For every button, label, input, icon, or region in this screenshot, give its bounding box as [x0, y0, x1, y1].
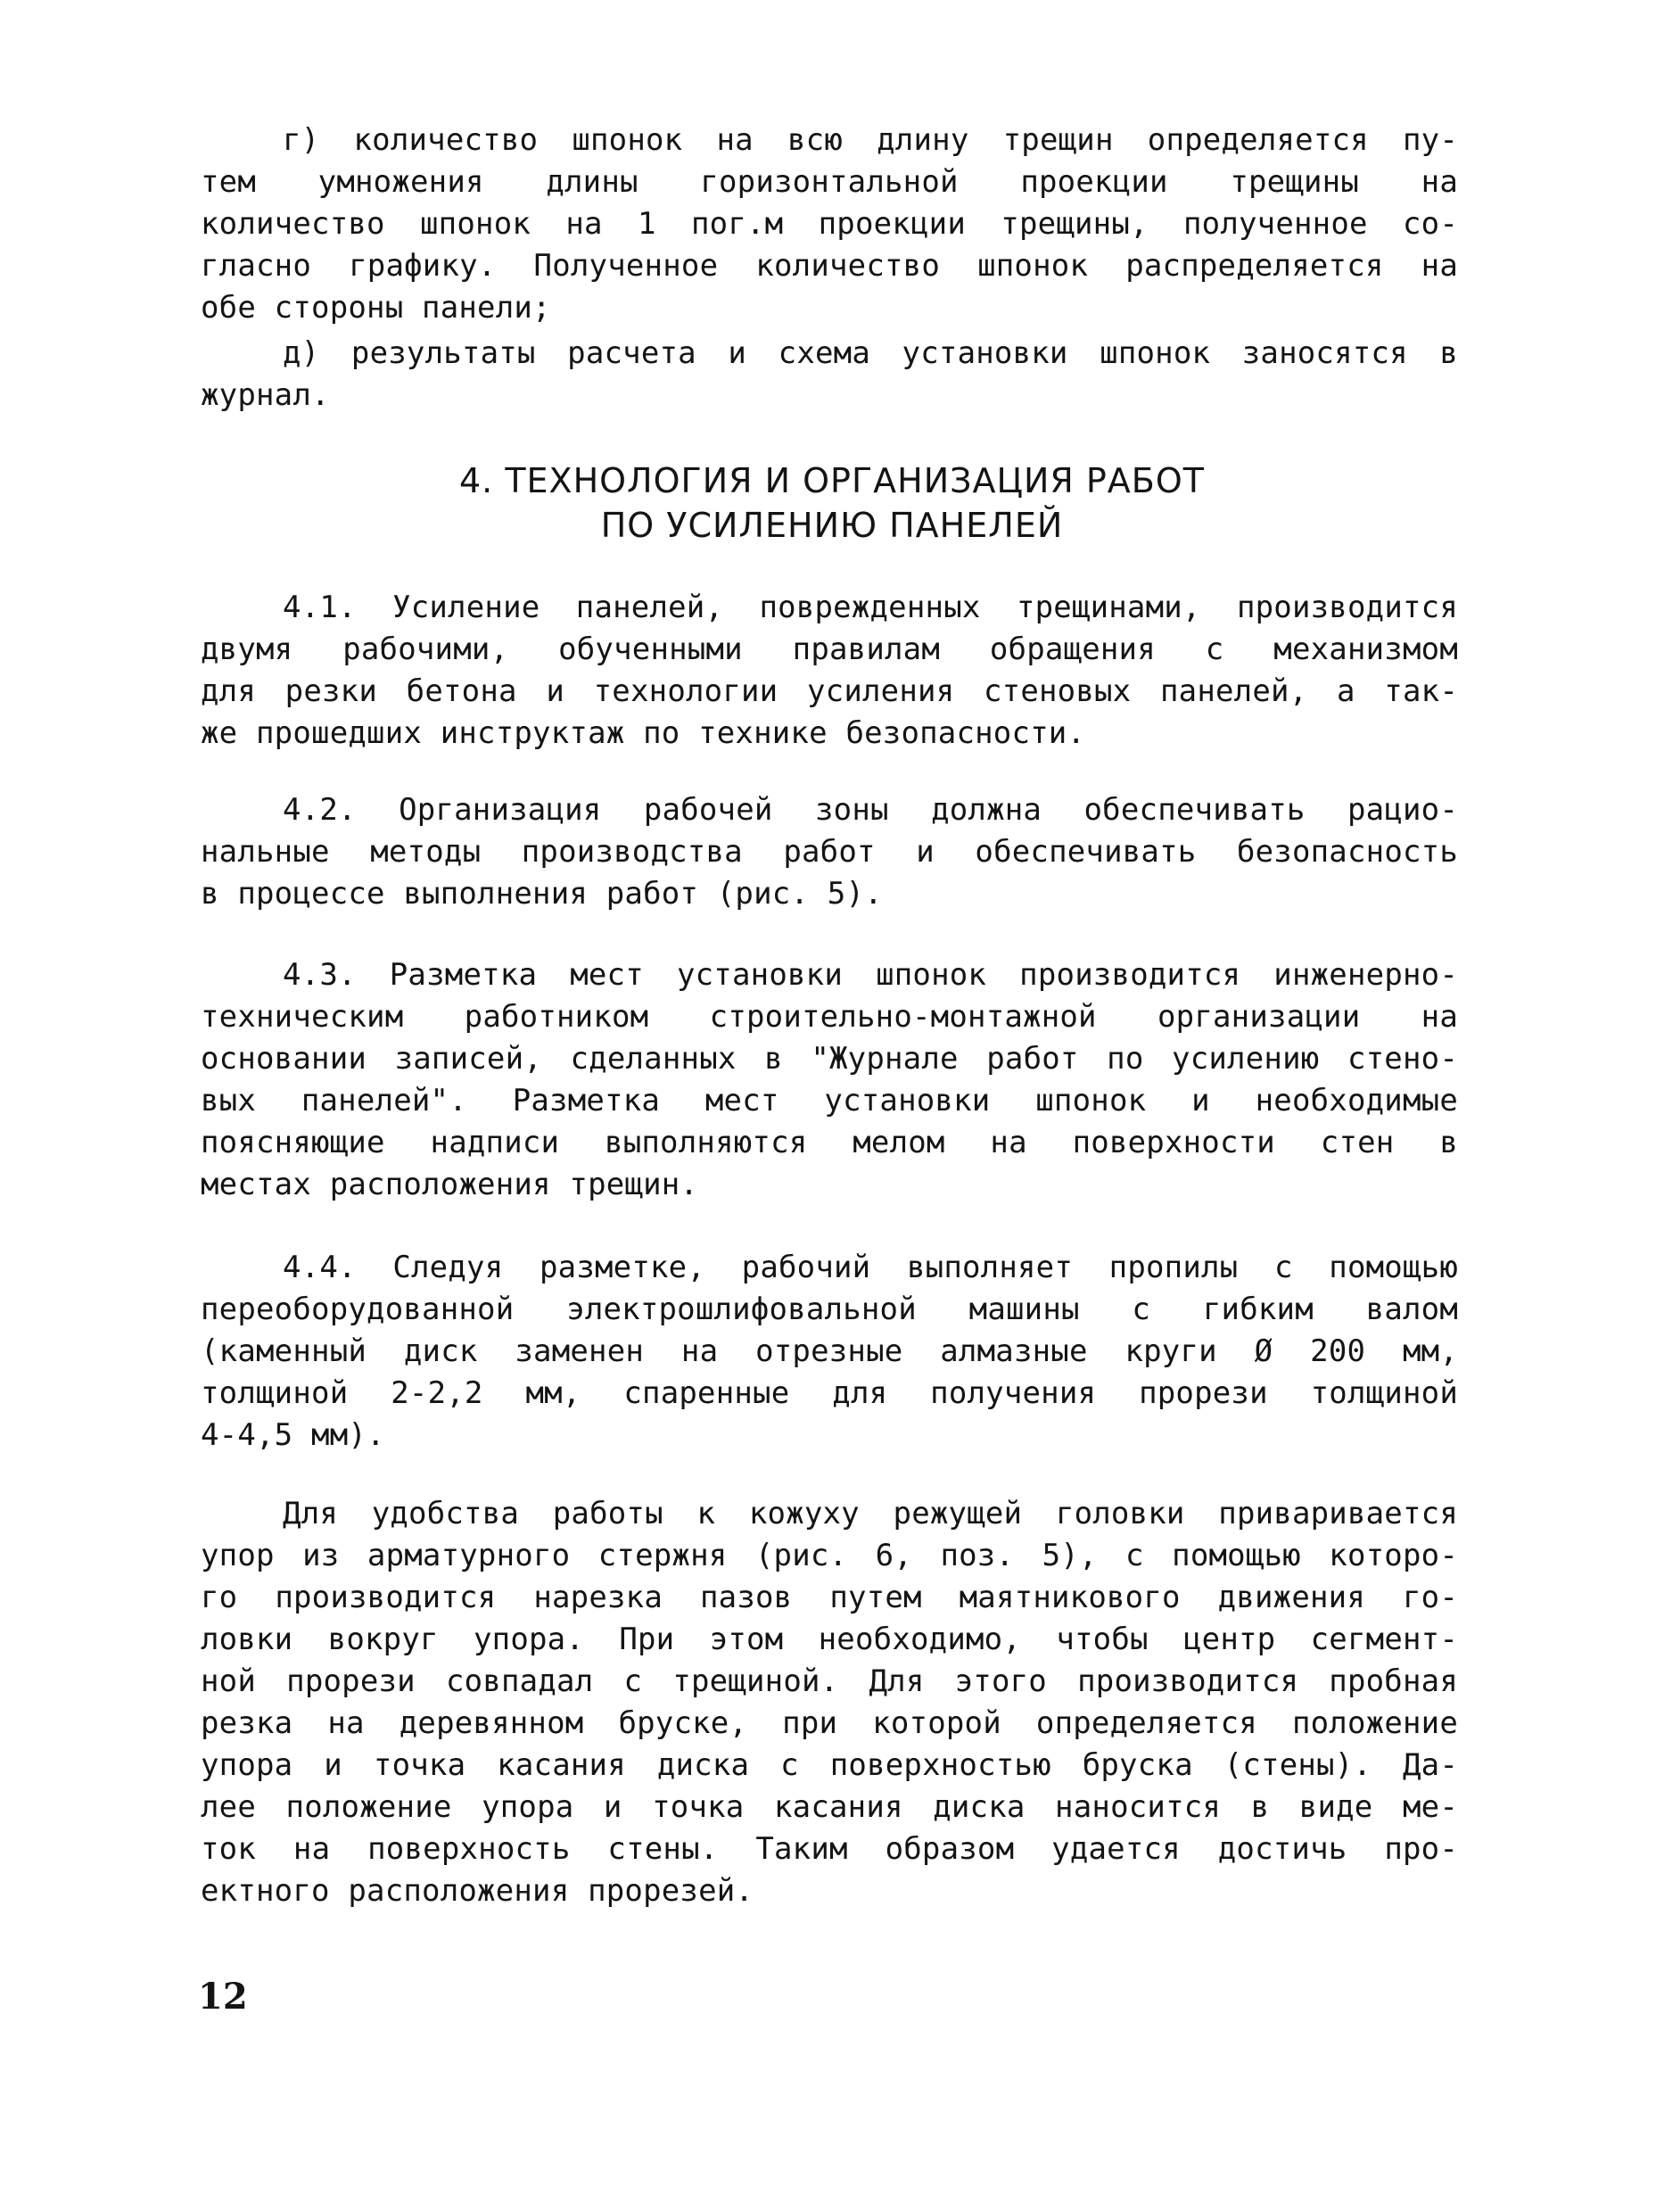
section-heading-line: 4. ТЕХНОЛОГИЯ И ОРГАНИЗАЦИЯ РАБОТ	[458, 461, 1205, 500]
paragraph-line: гласно графику. Полученное количество шпонок распределяется на	[201, 248, 1458, 284]
paragraph-line: количество шпонок на 1 пог.м проекции трещины, полученное со-	[201, 206, 1458, 242]
paragraph-line: д) результаты расчета и схема установки шпонок заносятся в	[283, 335, 1458, 371]
paragraph-line: упора и точка касания диска с поверхностью бруска (стены). Да-	[201, 1747, 1458, 1783]
paragraph-line: основании записей, сделанных в "Журнале работ по усилению стено-	[201, 1041, 1458, 1077]
paragraph-4-3	[201, 954, 1458, 1206]
paragraph-d	[201, 333, 1458, 417]
paragraph-line: в процессе выполнения работ (рис. 5).	[201, 876, 883, 912]
paragraph-line: упор из арматурного стержня (рис. 6, поз. 5), с помощью которо-	[201, 1538, 1458, 1573]
paragraph-line: тем умножения длины горизонтальной проекции трещины на	[201, 164, 1458, 200]
paragraph-line: резка на деревянном бруске, при которой определяется положение	[201, 1705, 1458, 1741]
paragraph-line: же прошедших инструктаж по технике безопасности.	[201, 715, 1086, 751]
section-heading-line: ПО УСИЛЕНИЮ ПАНЕЛЕЙ	[600, 506, 1064, 545]
paragraph-line: поясняющие надписи выполняются мелом на поверхности стен в	[201, 1125, 1458, 1160]
paragraph-line: 4.3. Разметка мест установки шпонок производится инженерно-	[283, 957, 1458, 993]
paragraph-line: г) количество шпонок на всю длину трещин определяется пу-	[283, 122, 1458, 158]
paragraph-line: для резки бетона и технологии усиления стеновых панелей, а так-	[201, 673, 1458, 709]
paragraph-4-2	[201, 789, 1458, 915]
paragraph-line: 4.2. Организация рабочей зоны должна обеспечивать рацио-	[283, 792, 1458, 828]
page-number: 12	[198, 1976, 248, 2018]
paragraph-line: местах расположения трещин.	[201, 1167, 699, 1202]
paragraph-line: (каменный диск заменен на отрезные алмазные круги Ø 200 мм,	[201, 1333, 1458, 1369]
paragraph-line: обе стороны панели;	[201, 290, 551, 326]
paragraph-line: 4.1. Усиление панелей, поврежденных трещинами, производится	[283, 590, 1458, 625]
paragraph-convenience	[201, 1493, 1458, 1912]
paragraph-line: лее положение упора и точка касания диска наносится в виде ме-	[201, 1789, 1458, 1825]
paragraph-4-1	[201, 587, 1458, 755]
paragraph-line: го производится нарезка пазов путем маятникового движения го-	[201, 1580, 1458, 1615]
paragraph-line: нальные методы производства работ и обеспечивать безопасность	[201, 834, 1458, 870]
paragraph-line: вых панелей". Разметка мест установки шпонок и необходимые	[201, 1083, 1458, 1118]
paragraph-line: ток на поверхность стены. Таким образом удается достичь про-	[201, 1831, 1458, 1867]
paragraph-4-4	[201, 1247, 1458, 1457]
paragraph-line: переоборудованной электрошлифовальной машины с гибким валом	[201, 1292, 1458, 1327]
paragraph-line: 4-4,5 мм).	[201, 1417, 385, 1453]
paragraph-line: ной прорези совпадал с трещиной. Для этого производится пробная	[201, 1663, 1458, 1699]
paragraph-line: Для удобства работы к кожуху режущей головки приваривается	[283, 1496, 1458, 1531]
paragraph-line: 4.4. Следуя разметке, рабочий выполняет пропилы с помощью	[283, 1250, 1458, 1285]
paragraph-line: журнал.	[201, 377, 330, 413]
section-heading	[0, 458, 1664, 548]
paragraph-line: ловки вокруг упора. При этом необходимо, чтобы центр сегмент-	[201, 1622, 1458, 1657]
paragraph-line: техническим работником строительно-монтажной организации на	[201, 999, 1458, 1035]
paragraph-line: двумя рабочими, обученными правилам обращения с механизмом	[201, 631, 1458, 667]
paragraph-line: толщиной 2-2,2 мм, спаренные для получения прорези толщиной	[201, 1375, 1458, 1411]
paragraph-g	[201, 120, 1458, 329]
paragraph-line: ектного расположения прорезей.	[201, 1873, 754, 1909]
